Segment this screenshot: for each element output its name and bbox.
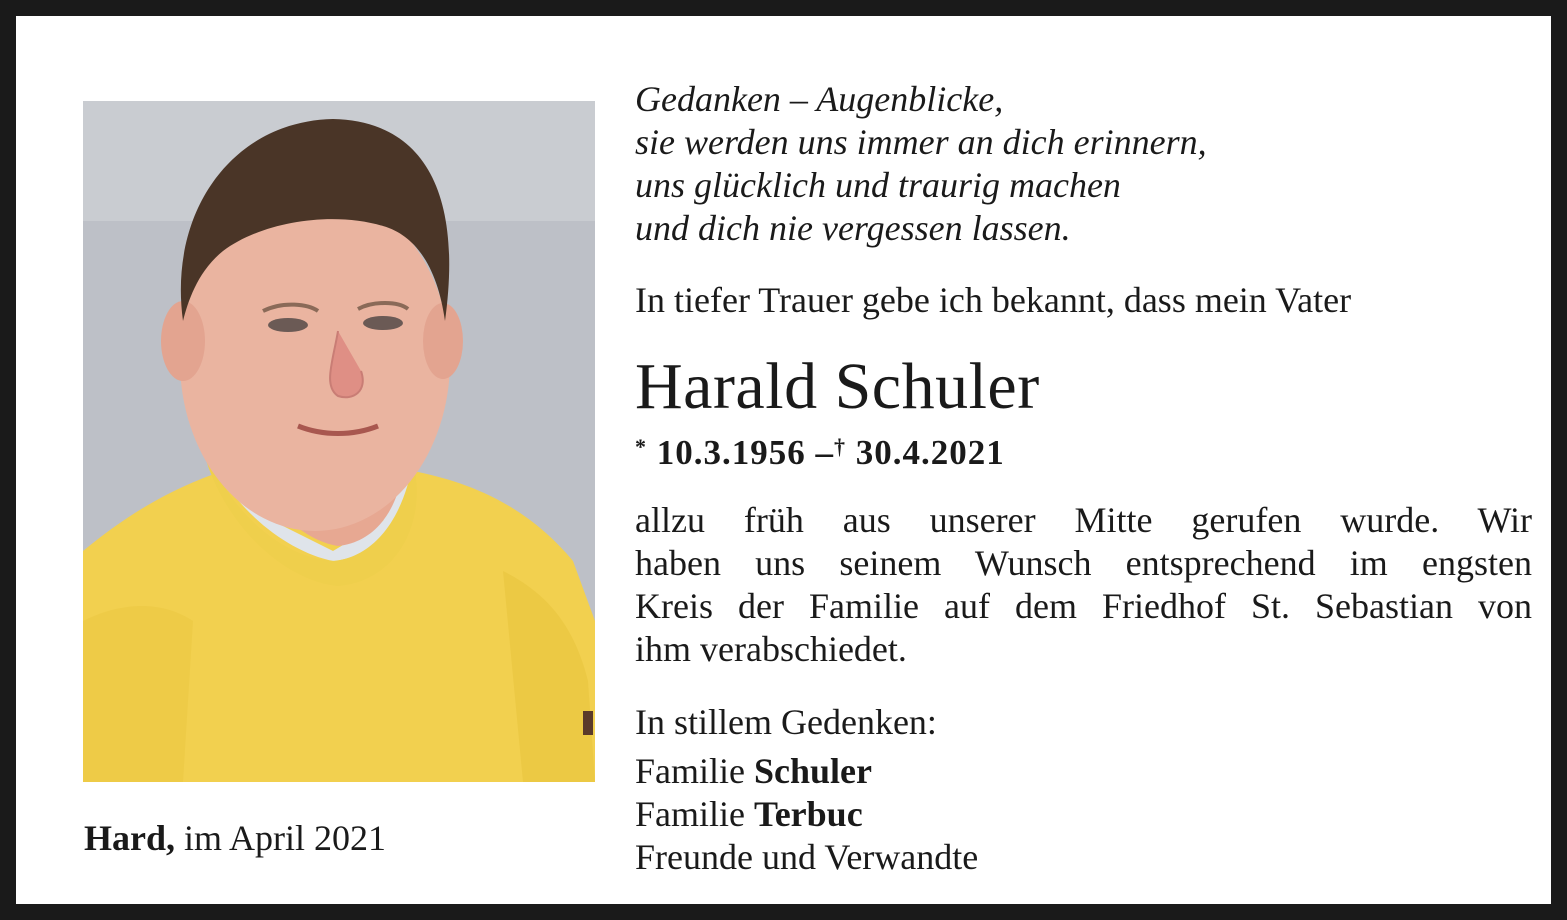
body-line: Kreis der Familie auf dem Friedhof St. Sebastian von — [635, 586, 1532, 626]
mourners-list — [635, 750, 978, 879]
memory-heading: In stillem Gedenken: — [635, 702, 937, 742]
place-date-caption — [84, 816, 386, 860]
family-prefix: Familie — [635, 751, 745, 791]
poem-line: und dich nie vergessen lassen. — [635, 208, 1071, 248]
family-entry — [635, 750, 978, 793]
date-separator: – — [815, 433, 834, 472]
poem-line: sie werden uns immer an dich erinnern, — [635, 122, 1207, 162]
portrait-photo — [83, 101, 595, 782]
poem-line: uns glücklich und traurig machen — [635, 165, 1121, 205]
family-prefix: Familie — [635, 794, 745, 834]
caption-date: im April 2021 — [184, 818, 387, 858]
family-name: Terbuc — [754, 794, 863, 834]
body-line: allzu früh aus unserer Mitte gerufen wurde. Wir — [635, 500, 1532, 540]
family-name: Schuler — [754, 751, 873, 791]
deceased-name: Harald Schuler — [635, 350, 1040, 423]
family-entry — [635, 793, 978, 836]
life-dates — [635, 427, 1005, 473]
intro-text: In tiefer Trauer gebe ich bekannt, dass mein Vater — [635, 280, 1352, 320]
body-line: haben uns seinem Wunsch entsprechend im engsten — [635, 543, 1532, 583]
announcement-body — [635, 499, 1532, 671]
birth-symbol: * — [635, 434, 647, 459]
place-name: Hard, — [84, 818, 176, 858]
death-symbol: † — [834, 434, 846, 459]
portrait-illustration — [83, 101, 595, 782]
body-line: ihm verabschiedet. — [635, 629, 907, 669]
death-date: 30.4.2021 — [855, 433, 1005, 472]
memorial-poem — [635, 78, 1207, 250]
friends-entry: Freunde und Verwandte — [635, 837, 979, 877]
poem-line: Gedanken – Augenblicke, — [635, 79, 1004, 119]
birth-date: 10.3.1956 — [656, 433, 806, 472]
